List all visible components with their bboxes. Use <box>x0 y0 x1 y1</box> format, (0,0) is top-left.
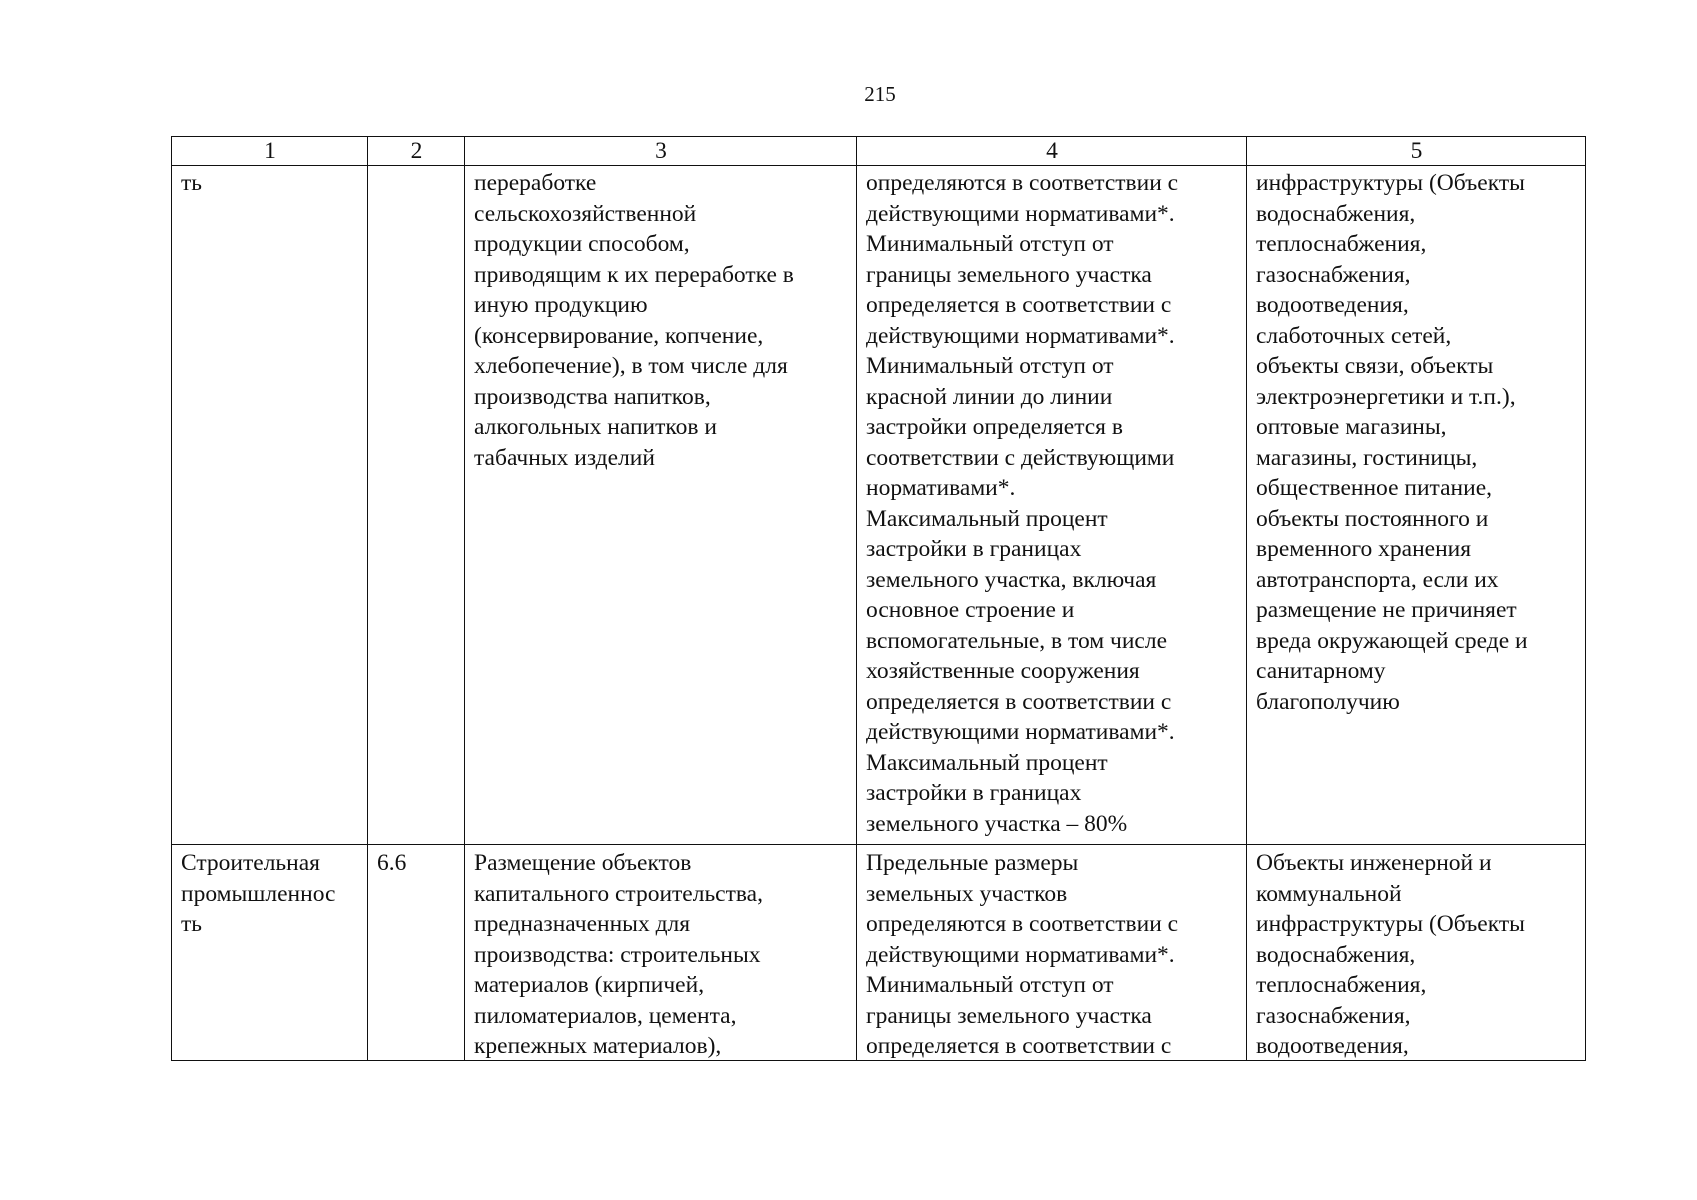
cell-text: ть <box>181 170 202 196</box>
cell-description <box>465 845 857 1061</box>
table-row <box>172 166 1586 845</box>
cell-text: Объекты инженерной и коммунальной инфраструктуры (Объекты водоснабжения, теплоснабжения, газоснабжения, водоотведения, <box>1256 850 1525 1059</box>
cell-auxiliary-uses <box>1247 166 1586 845</box>
cell-description <box>465 166 857 845</box>
table-header-row <box>172 137 1586 166</box>
cell-use-name <box>172 166 368 845</box>
header-col-4: 4 <box>857 137 1247 166</box>
page-number: 215 <box>864 82 896 106</box>
cell-auxiliary-uses <box>1247 845 1586 1061</box>
cell-code <box>368 845 465 1061</box>
header-col-2: 2 <box>368 137 465 166</box>
cell-text: Предельные размеры земельных участков определяются в соответствии с действующими нормативами*. Минимальный отступ от границы земельного участка определяется в соответствии с <box>866 850 1179 1059</box>
header-col-5: 5 <box>1247 137 1586 166</box>
cell-parameters <box>857 845 1247 1061</box>
cell-text: 6.6 <box>377 850 407 876</box>
regulations-table <box>171 136 1586 1061</box>
cell-text: инфраструктуры (Объекты водоснабжения, теплоснабжения, газоснабжения, водоотведения, слаботочных сетей, объекты связи, объекты электроэнергетики и т.п.), оптовые магазины, магазины, гостиницы, общественное питание, объекты постоянного и временного хранения автотранспорта, если их размещение не причиняет вреда окружающей среде и санитарному благополучию <box>1256 170 1528 715</box>
cell-parameters <box>857 166 1247 845</box>
cell-code <box>368 166 465 845</box>
cell-text: Размещение объектов капитального строительства, предназначенных для производства: строительных материалов (кирпичей, пиломатериалов, цемента, крепежных материалов), <box>474 850 763 1059</box>
table-row <box>172 845 1586 1061</box>
cell-text: определяются в соответствии с действующими нормативами*. Минимальный отступ от границы земельного участка определяется в соответствии с действующими нормативами*. Минимальный отступ от красной линии до линии застройки определяется в соответствии с действующими нормативами*. Максимальный процент застройки в границах земельного участка, включая основное строение и вспомогательные, в том числе хозяйственные сооружения определяется в соответствии с действующими нормативами*. Максимальный процент застройки в границах земельного участка – 80% <box>866 170 1179 837</box>
cell-text: Строительная промышленнос ть <box>181 850 336 937</box>
cell-text: переработке сельскохозяйственной продукции способом, приводящим к их переработке в иную продукцию (консервирование, копчение, хлебопечение), в том числе для производства напитков, алкогольных напитков и табачных изделий <box>474 170 794 471</box>
header-col-1: 1 <box>172 137 368 166</box>
header-col-3: 3 <box>465 137 857 166</box>
cell-use-name <box>172 845 368 1061</box>
